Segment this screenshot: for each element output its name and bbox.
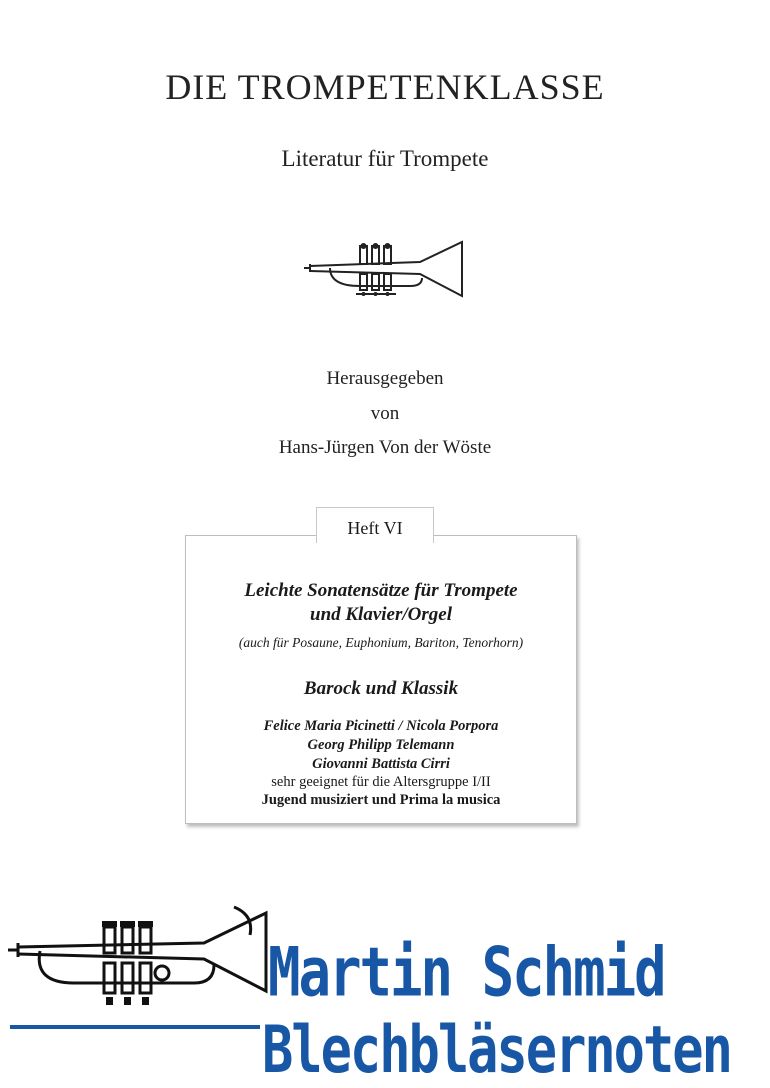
card-note-age: sehr geeignet für die Altersgruppe I/II (271, 774, 491, 790)
editor-preposition: von (370, 403, 400, 424)
info-card (185, 535, 577, 824)
composer-line: Felice Maria Picinetti / Nicola Porpora (263, 718, 499, 734)
brand-name: Martin Schmid (268, 933, 665, 1012)
volume-tab: Heft VI (316, 507, 434, 543)
logo-trumpet-icon (4, 905, 274, 1015)
card-title-line2: und Klavier/Orgel (310, 604, 452, 625)
editor-label: Herausgegeben (326, 368, 444, 389)
card-era: Barock und Klassik (303, 678, 459, 699)
composer-line: Giovanni Battista Cirri (312, 756, 450, 772)
card-instruments: (auch für Posaune, Euphonium, Bariton, Tenorhorn) (238, 635, 524, 650)
page-subtitle: Literatur für Trompete (281, 146, 489, 171)
brand-divider (10, 1022, 260, 1032)
editor-name: Hans-Jürgen Von der Wöste (278, 437, 492, 458)
page-title: DIE TROMPETENKLASSE (165, 67, 605, 107)
card-title-line1: Leichte Sonatensätze für Trompete (244, 580, 518, 601)
composer-line: Georg Philipp Telemann (307, 737, 455, 753)
card-note-competition: Jugend musiziert und Prima la musica (261, 792, 501, 808)
trumpet-icon (300, 238, 465, 302)
brand-tagline: Blechbläsernoten (262, 1013, 731, 1088)
